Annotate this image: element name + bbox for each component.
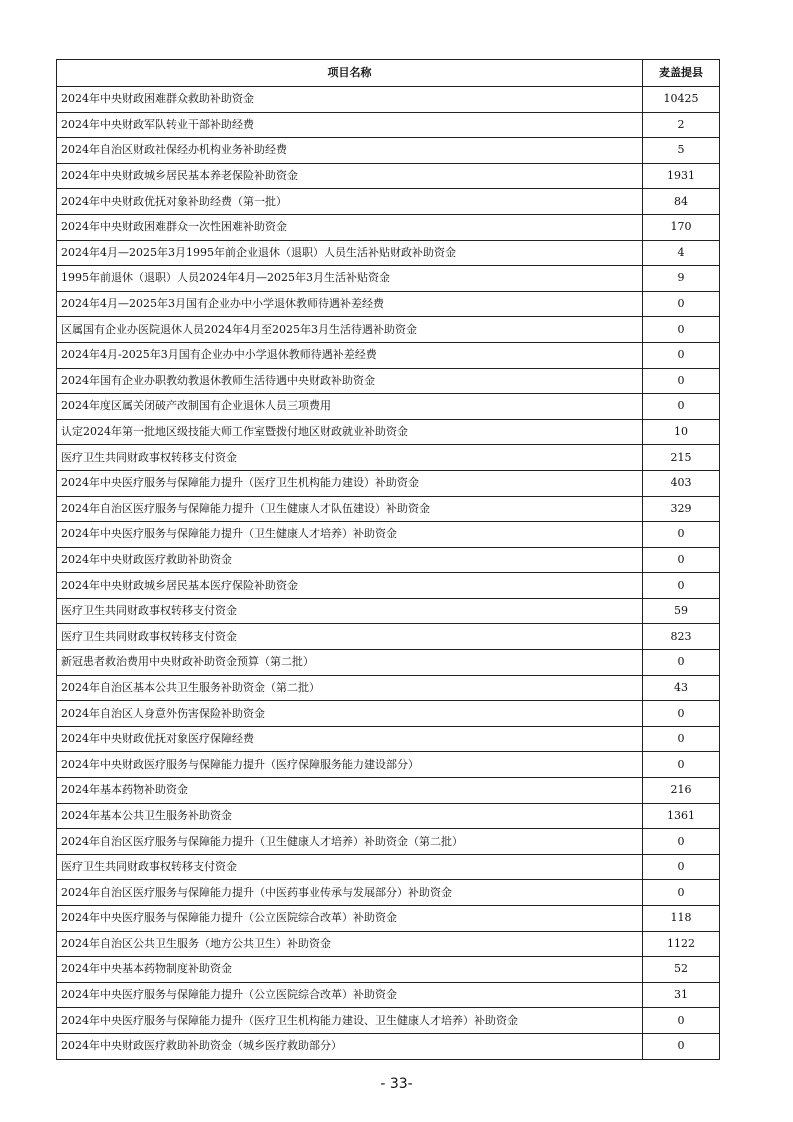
- project-name-cell: 区属国有企业办医院退休人员2024年4月至2025年3月生活待遇补助资金: [57, 317, 643, 343]
- project-name-cell: 2024年中央财政困难群众救助补助资金: [57, 87, 643, 113]
- amount-cell: 0: [643, 752, 720, 778]
- project-name-cell: 2024年自治区基本公共卫生服务补助资金（第二批）: [57, 675, 643, 701]
- project-name-cell: 医疗卫生共同财政事权转移支付资金: [57, 445, 643, 471]
- table-row: [57, 803, 720, 829]
- amount-cell: 0: [643, 317, 720, 343]
- table-row: [57, 957, 720, 983]
- amount-cell: 0: [643, 394, 720, 420]
- table-row: [57, 189, 720, 215]
- project-name-cell: 2024年国有企业办职教幼教退休教师生活待遇中央财政补助资金: [57, 368, 643, 394]
- amount-cell: 0: [643, 522, 720, 548]
- project-name-cell: 2024年中央财政军队转业干部补助经费: [57, 112, 643, 138]
- project-name-cell: 2024年中央医疗服务与保障能力提升（医疗卫生机构能力建设）补助资金: [57, 470, 643, 496]
- project-name-cell: 2024年自治区医疗服务与保障能力提升（中医药事业传承与发展部分）补助资金: [57, 880, 643, 906]
- amount-cell: 0: [643, 880, 720, 906]
- project-name-cell: 2024年4月—2025年3月国有企业办中小学退休教师待遇补差经费: [57, 291, 643, 317]
- project-name-cell: 2024年自治区人身意外伤害保险补助资金: [57, 701, 643, 727]
- project-name-cell: 2024年中央财政医疗救助补助资金（城乡医疗救助部分）: [57, 1033, 643, 1059]
- project-name-cell: 2024年自治区医疗服务与保障能力提升（卫生健康人才培养）补助资金（第二批）: [57, 829, 643, 855]
- amount-cell: 5: [643, 138, 720, 164]
- table-row: [57, 394, 720, 420]
- amount-cell: 10: [643, 419, 720, 445]
- project-name-cell: 1995年前退休（退职）人员2024年4月—2025年3月生活补贴资金: [57, 266, 643, 292]
- table-row: [57, 368, 720, 394]
- table-row: [57, 496, 720, 522]
- amount-cell: 0: [643, 726, 720, 752]
- amount-cell: 0: [643, 547, 720, 573]
- page-number: - 33-: [380, 1076, 413, 1092]
- header-county: 麦盖提县: [643, 60, 720, 87]
- amount-cell: 0: [643, 368, 720, 394]
- table-row: [57, 701, 720, 727]
- table-row: [57, 650, 720, 676]
- table-row: [57, 547, 720, 573]
- amount-cell: 9: [643, 266, 720, 292]
- amount-cell: 1361: [643, 803, 720, 829]
- amount-cell: 0: [643, 291, 720, 317]
- table-row: [57, 1033, 720, 1059]
- table-row: [57, 906, 720, 932]
- amount-cell: 0: [643, 1033, 720, 1059]
- table-row: [57, 982, 720, 1008]
- project-name-cell: 2024年度区属关闭破产改制国有企业退休人员三项费用: [57, 394, 643, 420]
- project-name-cell: 2024年自治区财政社保经办机构业务补助经费: [57, 138, 643, 164]
- amount-cell: 0: [643, 650, 720, 676]
- table-row: [57, 445, 720, 471]
- table-row: [57, 266, 720, 292]
- table-row: [57, 598, 720, 624]
- project-name-cell: 2024年中央医疗服务与保障能力提升（医疗卫生机构能力建设、卫生健康人才培养）补助资金: [57, 1008, 643, 1034]
- amount-cell: 31: [643, 982, 720, 1008]
- amount-cell: 59: [643, 598, 720, 624]
- project-name-cell: 2024年中央医疗服务与保障能力提升（卫生健康人才培养）补助资金: [57, 522, 643, 548]
- amount-cell: 170: [643, 214, 720, 240]
- table-header-row: [57, 60, 720, 87]
- amount-cell: 0: [643, 342, 720, 368]
- project-name-cell: 2024年中央财政优抚对象医疗保障经费: [57, 726, 643, 752]
- table-row: [57, 880, 720, 906]
- header-project-name: 项目名称: [57, 60, 643, 87]
- table-row: [57, 112, 720, 138]
- amount-cell: 0: [643, 829, 720, 855]
- project-name-cell: 认定2024年第一批地区级技能大师工作室暨拨付地区财政就业补助资金: [57, 419, 643, 445]
- amount-cell: 329: [643, 496, 720, 522]
- table-row: [57, 342, 720, 368]
- amount-cell: 118: [643, 906, 720, 932]
- table-row: [57, 522, 720, 548]
- amount-cell: 1931: [643, 163, 720, 189]
- amount-cell: 0: [643, 1008, 720, 1034]
- project-name-cell: 医疗卫生共同财政事权转移支付资金: [57, 624, 643, 650]
- amount-cell: 2: [643, 112, 720, 138]
- amount-cell: 0: [643, 573, 720, 599]
- project-name-cell: 2024年自治区公共卫生服务（地方公共卫生）补助资金: [57, 931, 643, 957]
- project-name-cell: 2024年中央医疗服务与保障能力提升（公立医院综合改革）补助资金: [57, 906, 643, 932]
- table-row: [57, 726, 720, 752]
- table-row: [57, 624, 720, 650]
- table-row: [57, 419, 720, 445]
- table-row: [57, 240, 720, 266]
- table-row: [57, 829, 720, 855]
- project-name-cell: 2024年中央医疗服务与保障能力提升（公立医院综合改革）补助资金: [57, 982, 643, 1008]
- table-row: [57, 778, 720, 804]
- project-name-cell: 新冠患者救治费用中央财政补助资金预算（第二批）: [57, 650, 643, 676]
- table-row: [57, 752, 720, 778]
- project-name-cell: 2024年4月—2025年3月1995年前企业退休（退职）人员生活补贴财政补助资金: [57, 240, 643, 266]
- amount-cell: 403: [643, 470, 720, 496]
- amount-cell: 216: [643, 778, 720, 804]
- amount-cell: 52: [643, 957, 720, 983]
- amount-cell: 4: [643, 240, 720, 266]
- amount-cell: 0: [643, 854, 720, 880]
- table-row: [57, 291, 720, 317]
- table-row: [57, 675, 720, 701]
- amount-cell: 0: [643, 701, 720, 727]
- table-row: [57, 854, 720, 880]
- amount-cell: 43: [643, 675, 720, 701]
- amount-cell: 10425: [643, 87, 720, 113]
- amount-cell: 84: [643, 189, 720, 215]
- project-name-cell: 2024年中央财政城乡居民基本养老保险补助资金: [57, 163, 643, 189]
- project-name-cell: 2024年中央基本药物制度补助资金: [57, 957, 643, 983]
- table-row: [57, 931, 720, 957]
- project-name-cell: 2024年中央财政医疗救助补助资金: [57, 547, 643, 573]
- table-row: [57, 138, 720, 164]
- project-name-cell: 2024年中央财政困难群众一次性困难补助资金: [57, 214, 643, 240]
- project-name-cell: 2024年中央财政优抚对象补助经费（第一批）: [57, 189, 643, 215]
- project-name-cell: 2024年中央财政城乡居民基本医疗保险补助资金: [57, 573, 643, 599]
- table-row: [57, 163, 720, 189]
- project-name-cell: 2024年基本公共卫生服务补助资金: [57, 803, 643, 829]
- funding-table: [56, 59, 720, 1060]
- table-row: [57, 573, 720, 599]
- table-row: [57, 317, 720, 343]
- amount-cell: 215: [643, 445, 720, 471]
- amount-cell: 823: [643, 624, 720, 650]
- project-name-cell: 医疗卫生共同财政事权转移支付资金: [57, 854, 643, 880]
- table-row: [57, 470, 720, 496]
- project-name-cell: 2024年基本药物补助资金: [57, 778, 643, 804]
- project-name-cell: 2024年4月-2025年3月国有企业办中小学退休教师待遇补差经费: [57, 342, 643, 368]
- table-row: [57, 87, 720, 113]
- amount-cell: 1122: [643, 931, 720, 957]
- project-name-cell: 2024年中央财政医疗服务与保障能力提升（医疗保障服务能力建设部分）: [57, 752, 643, 778]
- table-row: [57, 1008, 720, 1034]
- project-name-cell: 医疗卫生共同财政事权转移支付资金: [57, 598, 643, 624]
- project-name-cell: 2024年自治区医疗服务与保障能力提升（卫生健康人才队伍建设）补助资金: [57, 496, 643, 522]
- table-row: [57, 214, 720, 240]
